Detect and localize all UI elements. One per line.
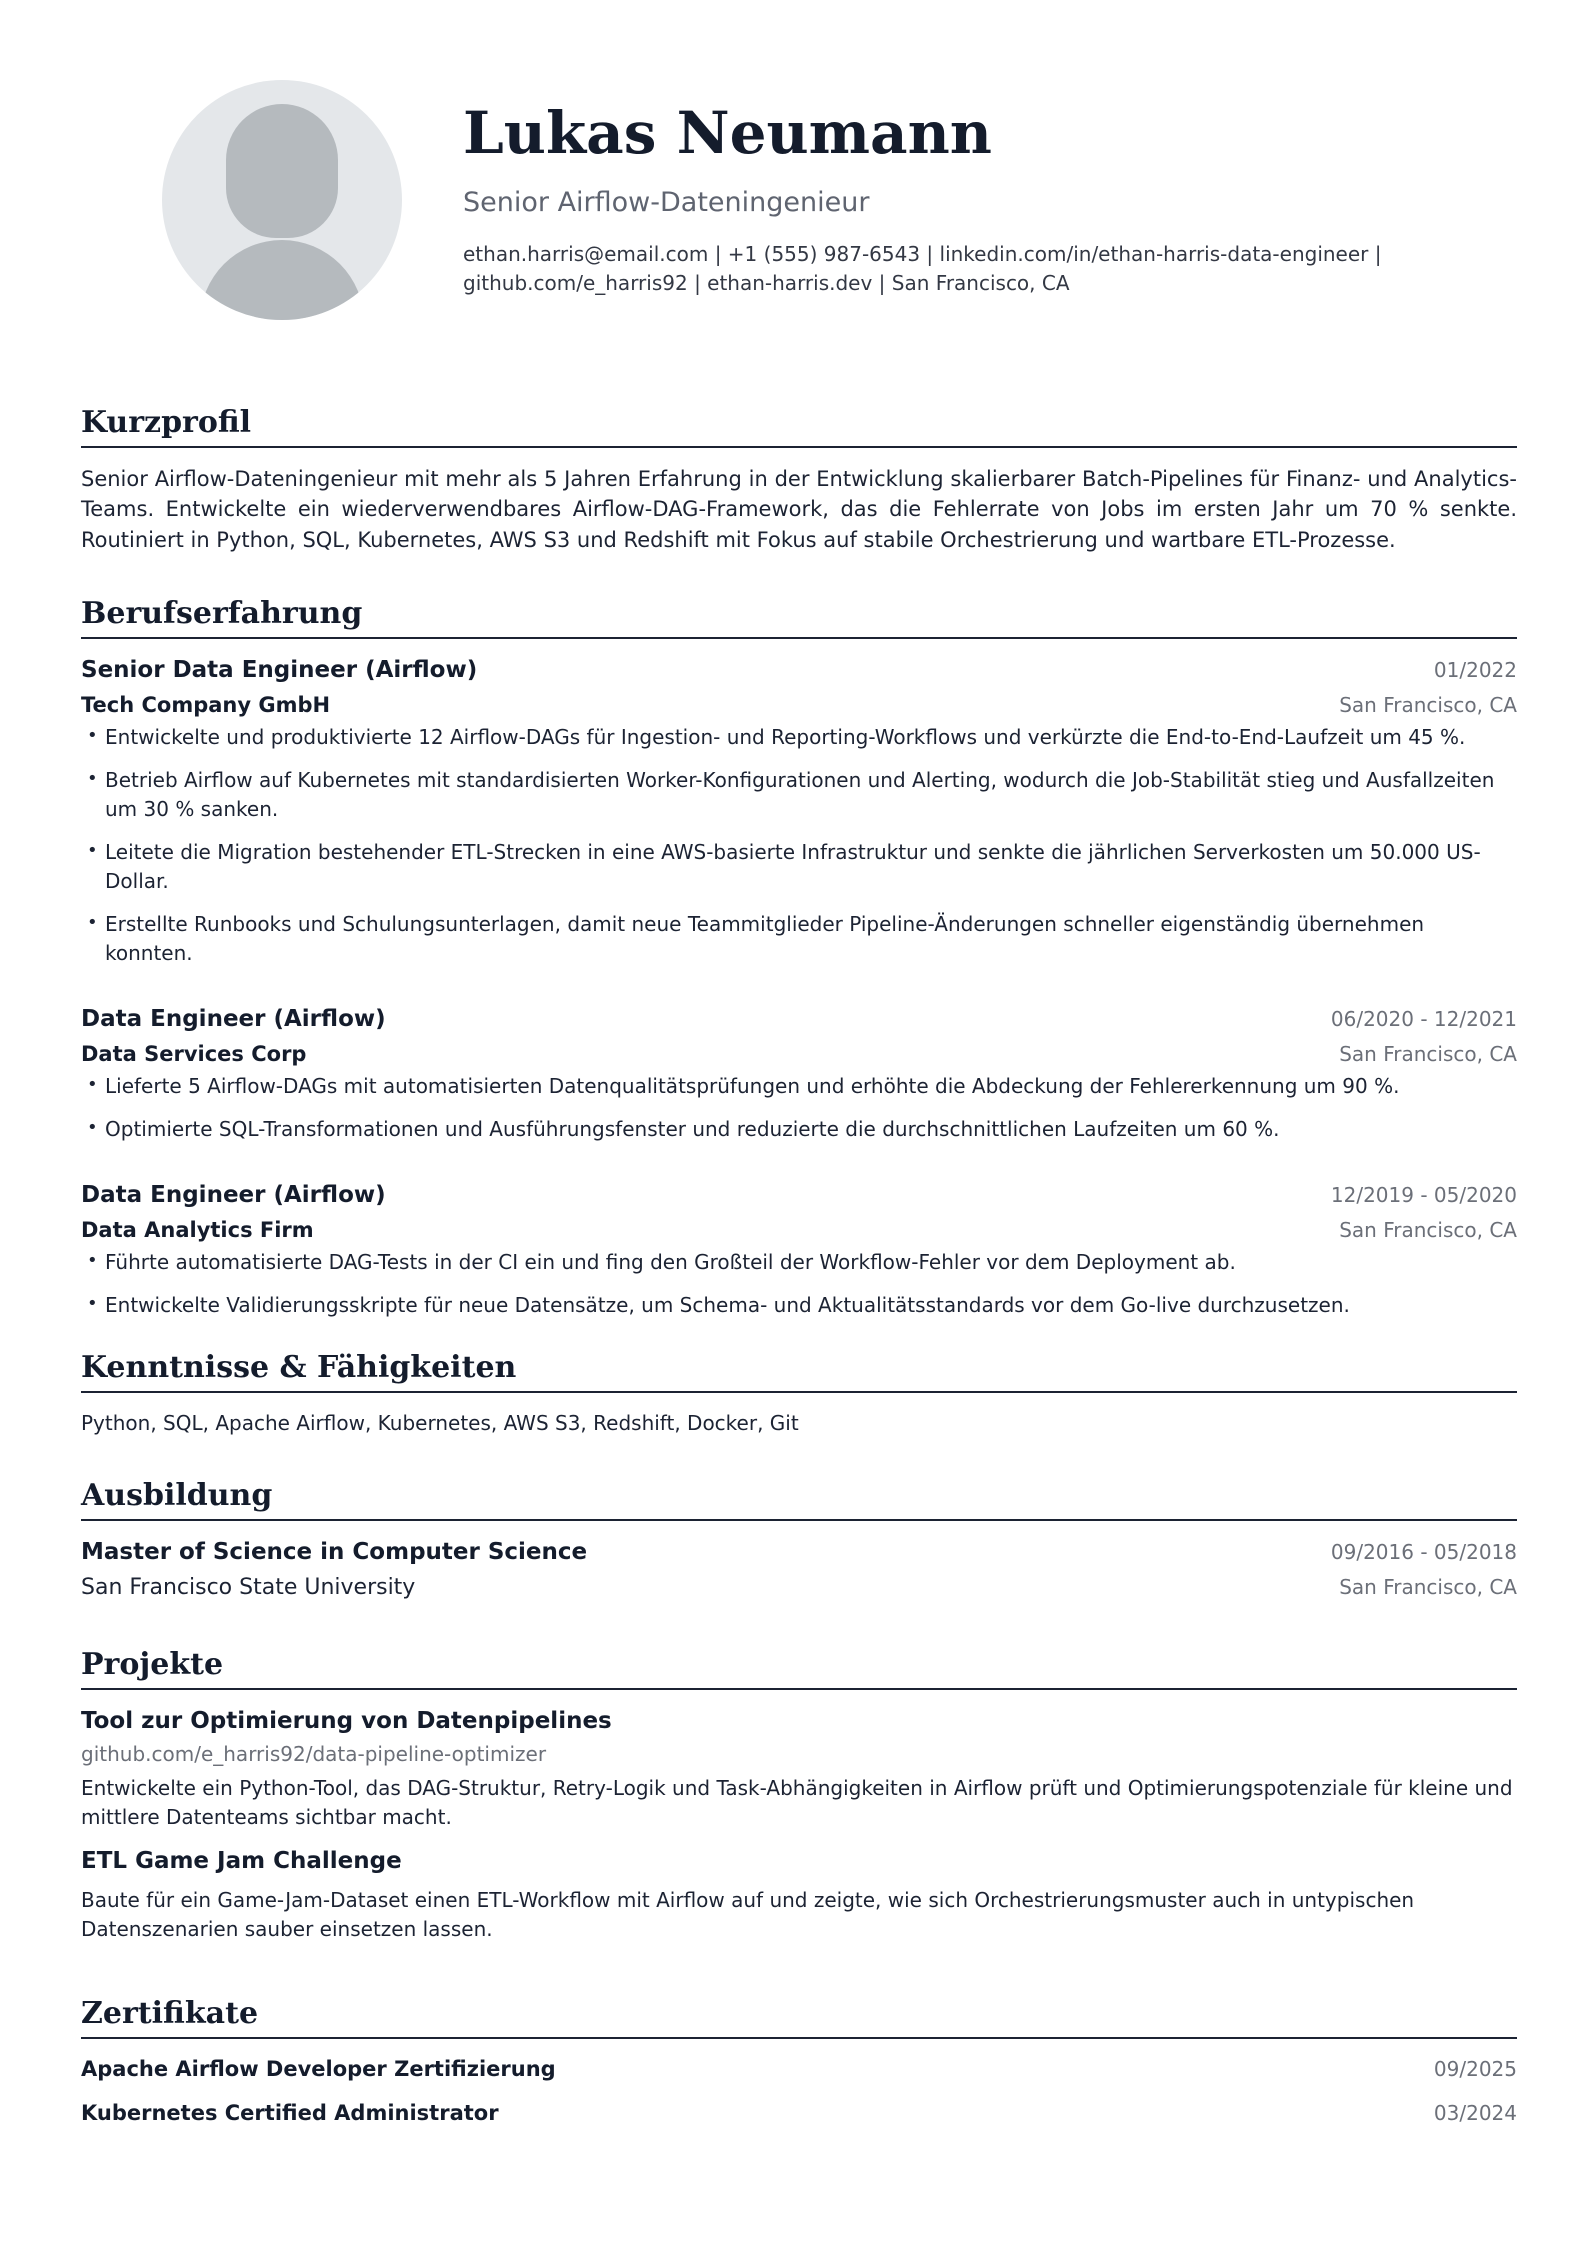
bullet-item: • Optimierte SQL-Transformationen und Ausführungsfenster und reduzierte die durchschnittlichen Laufzeiten um 60 %. [105,1115,1517,1144]
bullet-item: • Leitete die Migration bestehender ETL-Strecken in eine AWS-basierte Infrastruktur und senkte die jährlichen Serverkosten um 50.000 US-Dollar. [105,838,1517,896]
job-date: 06/2020 - 12/2021 [1330,1007,1517,1031]
candidate-title: Senior Airflow-Dateningenieur [463,186,870,218]
education-date: 09/2016 - 05/2018 [1330,1540,1517,1564]
contact-line: ethan.harris@email.com | +1 (555) 987-6543 | linkedin.com/in/ethan-harris-data-engineer | github.com/e_harris92 | ethan-harris.dev | San Francisco, CA [463,241,1382,295]
summary-section [81,405,1517,555]
job-bullets [81,1072,1517,1144]
job-company: Data Services Corp [81,1042,307,1066]
bullet-item: • Betrieb Airflow auf Kubernetes mit standardisierten Worker-Konfigurationen und Alerting, wodurch die Job-Stabilität stieg und Ausfallzeiten um 30 % sanken. [105,766,1517,824]
certificate-name: Apache Airflow Developer Zertifizierung [81,2057,556,2081]
project-description: Entwickelte ein Python-Tool, das DAG-Struktur, Retry-Logik und Task-Abhängigkeiten in Airflow prüft und Optimierungspotenziale für kleine und mittlere Datenteams sichtbar macht. [81,1776,1513,1829]
job-date: 12/2019 - 05/2020 [1330,1183,1517,1207]
job-role: Data Engineer (Airflow) [81,1006,386,1032]
job-company: Tech Company GmbH [81,693,331,717]
section-heading: Projekte [81,1647,1517,1690]
resume-header [81,0,1507,400]
job-entry [81,657,1517,968]
job-role: Senior Data Engineer (Airflow) [81,657,478,683]
job-bullets [81,723,1517,968]
job-entry [81,1182,1517,1320]
skills-list: Python, SQL, Apache Airflow, Kubernetes, AWS S3, Redshift, Docker, Git [81,1411,799,1435]
project-name: Tool zur Optimierung von Datenpipelines [81,1708,612,1734]
bullet-item: • Lieferte 5 Airflow-DAGs mit automatisierten Datenqualitätsprüfungen und erhöhte die Abdeckung der Fehlererkennung um 90 %. [105,1072,1517,1101]
project-entry [81,1708,1517,1832]
avatar-placeholder-icon [162,80,402,320]
section-heading: Berufserfahrung [81,596,1517,639]
project-entry [81,1848,1517,1944]
certificate-date: 09/2025 [1433,2057,1517,2081]
education-school: San Francisco State University [81,1575,416,1600]
section-heading: Ausbildung [81,1478,1517,1521]
bullet-item: • Entwickelte und produktivierte 12 Airflow-DAGs für Ingestion- und Reporting-Workflows und verkürzte die End-to-End-Laufzeit um 45 %. [105,723,1517,752]
project-name: ETL Game Jam Challenge [81,1848,402,1874]
project-description: Baute für ein Game-Jam-Dataset einen ETL-Workflow mit Airflow auf und zeigte, wie sich Orchestrierungsmuster auch in untypischen Datenszenarien sauber einsetzen lassen. [81,1888,1415,1941]
bullet-item: • Entwickelte Validierungsskripte für neue Datensätze, um Schema- und Aktualitätsstandards vor dem Go-live durchzusetzen. [105,1291,1517,1320]
education-degree: Master of Science in Computer Science [81,1539,588,1565]
job-company: Data Analytics Firm [81,1218,314,1242]
job-location: San Francisco, CA [1339,1218,1517,1242]
job-date: 01/2022 [1433,658,1517,682]
experience-section [81,596,1517,1334]
job-location: San Francisco, CA [1339,693,1517,717]
bullet-item: • Führte automatisierte DAG-Tests in der CI ein und fing den Großteil der Workflow-Fehler vor dem Deployment ab. [105,1248,1517,1277]
job-entry [81,1006,1517,1144]
education-location: San Francisco, CA [1339,1575,1517,1599]
section-heading: Zertifikate [81,1996,1517,2039]
projects-section [81,1647,1517,1944]
project-link[interactable]: github.com/e_harris92/data-pipeline-optimizer [81,1742,547,1766]
candidate-name: Lukas Neumann [463,99,992,167]
certificate-name: Kubernetes Certified Administrator [81,2101,499,2125]
bullet-item: • Erstellte Runbooks und Schulungsunterlagen, damit neue Teammitglieder Pipeline-Änderungen schneller eigenständig übernehmen konnten. [105,910,1517,968]
section-heading: Kenntnisse & Fähigkeiten [81,1350,1517,1393]
certificate-date: 03/2024 [1433,2101,1517,2125]
skills-section [81,1350,1517,1435]
summary-text: Senior Airflow-Dateningenieur mit mehr als 5 Jahren Erfahrung in der Entwicklung skalierbarer Batch-Pipelines für Finanz- und Analytics-Teams. Entwickelte ein wiederverwendbares Airflow-DAG-Framework, das die Fehlerrate von Jobs im ersten Jahr um 70 % senkte. Routiniert in Python, SQL, Kubernetes, AWS S3 und Redshift mit Fokus auf stabile Orchestrierung und wartbare ETL-Prozesse. [81,467,1517,552]
certificate-entry [81,2101,1517,2125]
certificate-entry [81,2057,1517,2081]
job-location: San Francisco, CA [1339,1042,1517,1066]
header-text [463,100,1588,298]
education-section [81,1478,1517,1600]
certificates-section [81,1996,1517,2125]
section-heading: Kurzprofil [81,405,1517,448]
job-bullets [81,1248,1517,1320]
job-role: Data Engineer (Airflow) [81,1182,386,1208]
